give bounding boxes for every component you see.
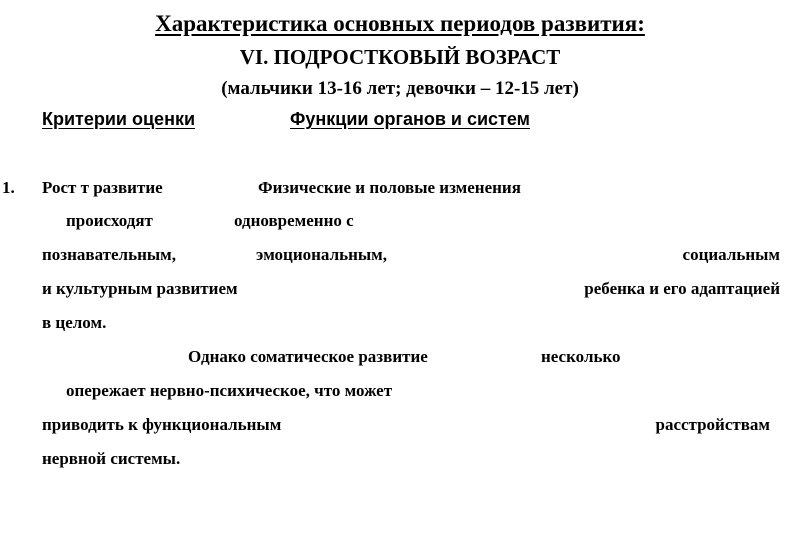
criterion-label: Рост т развитие: [42, 178, 163, 197]
text-line-6b: несколько: [541, 347, 621, 366]
text-line-6a: Однако соматическое развитие: [188, 347, 428, 366]
age-range: (мальчики 13-16 лет; девочки – 12-15 лет): [221, 78, 579, 99]
text-line-8a: приводить к функциональным: [42, 415, 282, 434]
text-line-7: опережает нервно-психическое, что может: [66, 381, 393, 400]
slide-title: Характеристика основных периодов развития:: [155, 11, 645, 36]
text-line-3a: познавательным,: [42, 245, 176, 264]
text-line-8b: расстройствам: [655, 415, 770, 434]
text-line-9: нервной системы.: [42, 449, 181, 468]
text-line-3c: социальным: [682, 245, 780, 264]
text-line-4b: ребенка и его адаптацией: [584, 279, 780, 298]
text-line-2b: одновременно с: [234, 211, 354, 230]
item-number: 1.: [2, 178, 15, 197]
column-header-functions: Функции органов и систем: [290, 109, 530, 129]
text-line-1: Физические и половые изменения: [258, 178, 521, 197]
text-line-4a: и культурным развитием: [42, 279, 238, 298]
column-header-criteria: Критерии оценки: [42, 109, 196, 129]
slide-subtitle: VI. ПОДРОСТКОВЫЙ ВОЗРАСТ: [239, 45, 561, 69]
text-line-3b: эмоциональным,: [256, 245, 388, 264]
text-line-5: в целом.: [42, 313, 107, 332]
text-line-2a: происходят: [66, 211, 153, 230]
